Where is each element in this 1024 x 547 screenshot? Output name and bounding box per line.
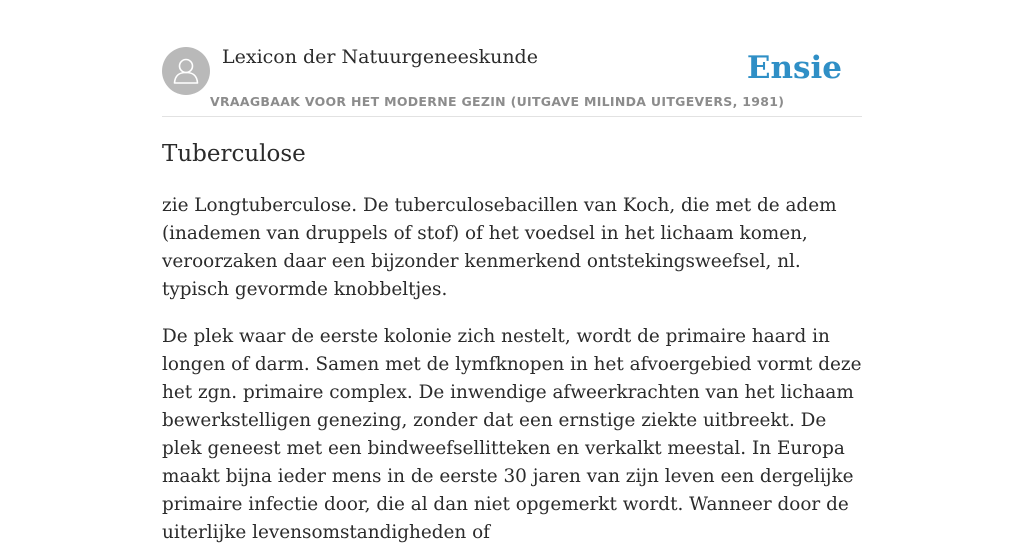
entry-paragraph: zie Longtuberculose. De tuberculosebacillen van Koch, die met de adem (inademen van druppels of stof) of het voedsel in het lichaam komen, veroorzaken daar een bijzonder kenmerkend ontstekingsweefsel, nl. typisch gevormde knobbeltjes.	[162, 195, 837, 300]
user-placeholder-icon	[162, 47, 210, 95]
book-subtitle: VRAAGBAAK VOOR HET MODERNE GEZIN (UITGAVE MILINDA UITGEVERS, 1981)	[210, 94, 785, 109]
ensie-logo[interactable]: Ensie	[746, 50, 842, 86]
entry-title: Tuberculose	[162, 141, 306, 167]
entry-paragraph: De plek waar de eerste kolonie zich nestelt, wordt de primaire haard in longen of darm. Samen met de lymfknopen in het afvoergebied vormt deze het zgn. primaire complex. De inwendige afweerkrachten van het lichaam bewerkstelligen genezing, zonder dat een ernstige ziekte uitbreekt. De plek geneest met een bindweefsellitteken en verkalkt meestal. In Europa maakt bijna ieder mens in de eerste 30 jaren van zijn leven een dergelijke primaire infectie door, die al dan niet opgemerkt wordt. Wanneer door de uiterlijke levensomstandigheden of	[162, 326, 862, 543]
entry-content	[162, 137, 862, 547]
book-title[interactable]: Lexicon der Natuurgeneeskunde	[222, 46, 538, 68]
header	[162, 44, 862, 117]
